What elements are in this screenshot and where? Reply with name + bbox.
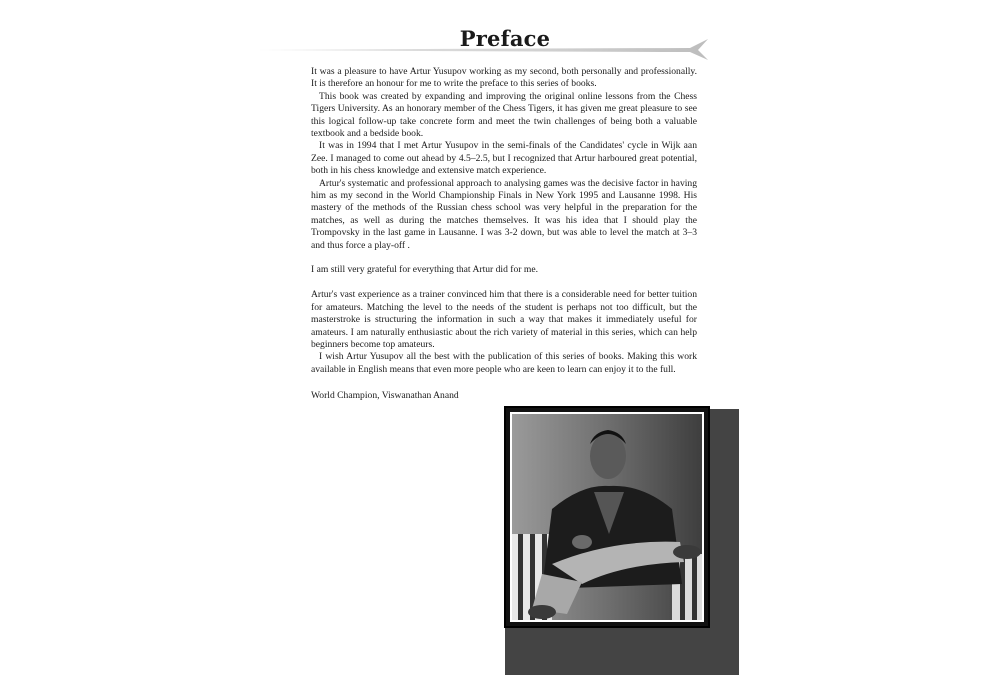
paragraph: This book was created by expanding and improving the original online lessons from the Chess Tigers University. As an honorary member of the Chess Tigers, it has given me great pleasure to see this logical follow-up take concrete form and meet the twin challenges of being both a valuable textbook and a bedside book. [311, 90, 697, 140]
portrait-illustration [512, 414, 704, 622]
paragraph: Artur's systematic and professional approach to analysing games was the decisive factor in having him as my second in the World Championship Finals in New York 1995 and Lausanne 1998. His mastery of the methods of the Russian chess school was very helpful in the preparation for the matches, as well as during the matches themselves. It was his idea that I should play the Trompovsky in the last game in Lausanne. I was 3-2 down, but was able to level the match at 3–3 and thus force a play-off . [311, 177, 697, 251]
paragraph: I wish Artur Yusupov all the best with the publication of this series of books. Making this work available in English means that even more people who are keen to learn can enjoy it to the full. [311, 351, 697, 375]
paragraph: Artur's vast experience as a trainer convinced him that there is a considerable need for better tuition for amateurs. Matching the level to the needs of the student is perhaps not too difficult, but the masterstroke is structuring the information in such a way that makes it immediately useful for amateurs. I am naturally enthusiastic about the rich variety of material in this series, which can help beginners become top amateurs. [311, 289, 697, 350]
page-title: Preface [459, 26, 551, 51]
author-photo [510, 412, 704, 622]
paragraph: It was a pleasure to have Artur Yusupov working as my second, both personally and professionally. It is therefore an honour for me to write the preface to this series of books. [311, 66, 697, 90]
paragraph: I am still very grateful for everything that Artur did for me. [311, 264, 538, 276]
paragraph: It was in 1994 that I met Artur Yusupov in the semi-finals of the Candidates' cycle in Wijk aan Zee. I managed to come out ahead by 4.5–2.5, but I recognized that Artur harboured great potential, both in his chess knowledge and extensive match experience. [311, 140, 697, 177]
title-swoosh-rule [258, 38, 710, 62]
signature: World Champion, Viswanathan Anand [311, 390, 459, 401]
preface-body [311, 66, 697, 376]
author-photo-frame [504, 406, 710, 628]
